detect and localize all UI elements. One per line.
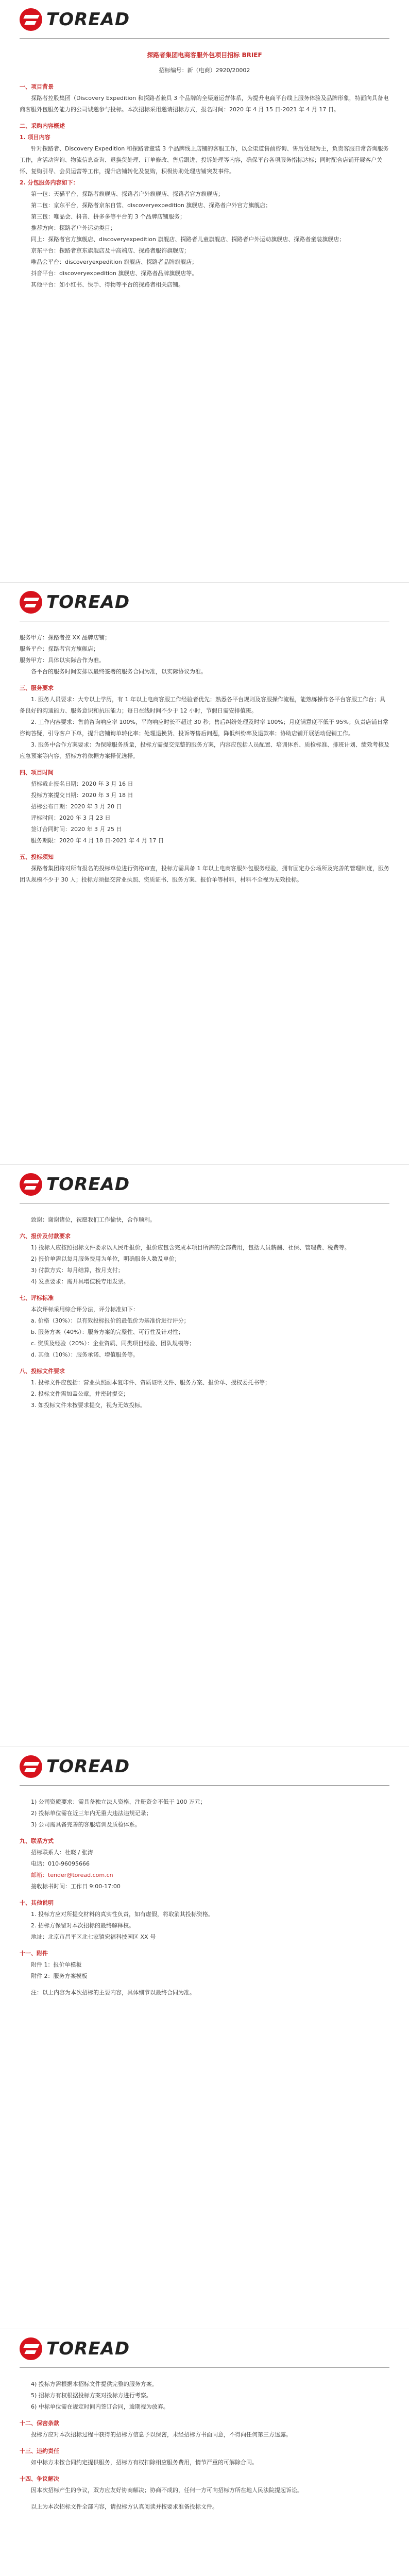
- paragraph: 探路者控股集团（Discovery Expedition 和探路者兼具 3 个品牌的全渠道运营体系，为提升电商平台线上服务体验及品牌形象，特面向具备电商客服外包服务能力的公司诚邀参与投标。本次招标采用邀请招标方式，报名时间：2020 年 4 月 15 日-2021 年 4 月 17 日。: [20, 95, 389, 113]
- brand-name: TOREAD: [46, 1174, 130, 1195]
- timeline-item: 招标截止报名日期：2020 年 3 月 16 日: [31, 781, 133, 787]
- toread-logo-icon: [20, 8, 42, 31]
- page-4: [0, 1747, 409, 2329]
- list-item: d. 其他（10%）：服务承诺、增值服务等。: [31, 1351, 139, 1358]
- timeline-item: 服务期限：2020 年 4 月 18 日-2021 年 4 月 17 日: [31, 837, 164, 844]
- closing-note: 以上为本次招标文件全部内容，请投标方认真阅读并按要求准备投标文件。: [31, 2503, 218, 2510]
- brand-name: TOREAD: [46, 2338, 130, 2359]
- timeline-item: 招标公布日期：2020 年 3 月 20 日: [31, 803, 122, 810]
- page-2: [0, 582, 409, 1164]
- paragraph: 投标方应对本次招标过程中获得的招标方信息予以保密，未经招标方书面同意，不得向任何第三方透露。: [31, 2431, 292, 2438]
- page-4-body: [20, 1797, 389, 1998]
- paragraph: 各平台的服务时间安排以最终签署的服务合同为准，以实际协议为准。: [31, 668, 207, 675]
- page-5: [0, 2329, 409, 2576]
- section-heading: 八、投标文件要求: [20, 1368, 65, 1375]
- header-divider: [20, 1203, 389, 1204]
- brand-name: TOREAD: [46, 1756, 130, 1777]
- brand-header: [20, 8, 130, 31]
- note: 注：以上内容为本次招标的主要内容，具体细节以最终合同为准。: [31, 1989, 195, 1996]
- toread-logo-icon: [20, 1173, 42, 1196]
- paragraph: 如中标方未按合同约定提供服务，招标方有权扣除相应服务费用，情节严重的可解除合同。: [31, 2459, 258, 2466]
- list-item: 3. 如投标文件未按要求提交，视为无效投标。: [31, 1402, 146, 1409]
- list-item: 1) 公司资质要求：需具备独立法人资格，注册资金不低于 100 万元；: [31, 1799, 206, 1805]
- brand-header: [20, 1755, 130, 1778]
- page-1: [0, 0, 409, 582]
- meta-line: 服务平台：探路者官方旗舰店；: [20, 646, 99, 652]
- header-divider: [20, 1785, 389, 1786]
- contact-line: 接收标书时间：工作日 9:00-17:00: [31, 1883, 121, 1890]
- meta-line: 服务甲方：探路者控 XX 品牌店铺；: [20, 634, 111, 641]
- section-heading: 三、服务要求: [20, 685, 54, 691]
- paragraph: 本次评标采用综合评分法，评分标准如下：: [31, 1306, 139, 1313]
- section-heading: 五、投标须知: [20, 854, 54, 860]
- brand-header: [20, 591, 130, 614]
- sub-heading: 1. 项目内容: [20, 134, 50, 141]
- page-3-body: [20, 1214, 389, 1411]
- section-heading: 十、其他说明: [20, 1900, 54, 1906]
- brand-name: TOREAD: [46, 9, 130, 30]
- page-5-body: [20, 2379, 389, 2513]
- toread-logo-icon: [20, 1755, 42, 1778]
- header-divider: [20, 38, 389, 39]
- list-item: 抖音平台：discoveryexpedition 旗舰店、探路者品牌旗舰店等。: [31, 270, 198, 277]
- page-1-body: [20, 49, 389, 291]
- list-item: 3) 付款方式：每月结算，按月支付；: [31, 1267, 124, 1274]
- list-item: a. 价格（30%）：以有效投标报价的最低价为基准价进行评分；: [31, 1317, 190, 1324]
- list-item: 推荐方向：探路者户外运动类目；: [31, 225, 116, 231]
- list-item: 唯品会平台：discoveryexpedition 旗舰店、探路者品牌旗舰店；: [31, 259, 198, 265]
- meta-line: 服务甲方：具体以实际合作为准。: [20, 657, 105, 664]
- section-heading: 十一、附件: [20, 1950, 48, 1957]
- list-item: 3) 公司需具备完善的客服培训及质检体系。: [31, 1821, 141, 1828]
- list-item: 6) 中标单位需在规定时间内签订合同，逾期视为放弃。: [31, 2403, 169, 2410]
- list-item: 2. 投标文件需加盖公章，并密封提交；: [31, 1391, 129, 1397]
- list-item: 2. 招标方保留对本次招标的最终解释权。: [31, 1922, 134, 1929]
- list-item: 第三包：唯品会、抖音、拼多多等平台的 3 个品牌店铺服务；: [31, 213, 185, 220]
- list-item: 第一包：天猫平台，探路者旗舰店、探路者户外旗舰店、探路者官方旗舰店；: [31, 191, 224, 197]
- paragraph: 3. 服务中合作方案要求：为保障服务质量，投标方需提交完整的服务方案，内容应包括人员配置、培训体系、质检标准、排班计划、绩效考核及应急预案等内容，招标方将依据方案择优选择。: [20, 741, 389, 759]
- paragraph: 针对探路者、Discovery Expedition 和探路者童装 3 个品牌线上店铺的客服工作，以全渠道售前咨询、售后处理为主，负责客服日常咨询服务工作，含活动咨询、物流信息查询、退换货处理、订单修改、售后跟进、投诉处理等内容，确保平台各项服务指标达标；同时配合店铺开展客户关怀、复购引导、会员运营等工作，提升店铺转化及复购，积极协助处理店铺突发事件。: [20, 145, 389, 175]
- email-link[interactable]: 邮箱：tender@toread.com.cn: [31, 1872, 113, 1878]
- list-item: 4) 投标方需根据本招标文件提供完整的服务方案。: [31, 2381, 158, 2387]
- list-item: b. 服务方案（40%）：服务方案的完整性、可行性及针对性；: [31, 1329, 184, 1335]
- paragraph: 1. 服务人员要求：大专以上学历，有 1 年以上电商客服工作经验者优先；熟悉各平台规则及客服操作流程，能熟练操作各平台客服工作台；具备良好的沟通能力、服务意识和抗压能力；每日在线时间不少于 12 小时，节假日需安排值班。: [20, 696, 385, 714]
- section-heading: 六、报价及付款要求: [20, 1233, 71, 1240]
- page-2-body: [20, 632, 389, 886]
- list-item: 其他平台：如小红书、快手、得物等平台的探路者相关店铺。: [31, 281, 184, 288]
- list-item: 第二包：京东平台，探路者京东自营、discoveryexpedition 旗舰店、探路者户外官方旗舰店；: [31, 202, 271, 209]
- list-item: 2) 投标单位需在近三年内无重大违法违规记录；: [31, 1810, 152, 1817]
- sub-heading: 2. 分包服务内容如下：: [20, 179, 79, 186]
- list-item: c. 资质及经验（20%）：企业资质、同类项目经验、团队规模等；: [31, 1340, 195, 1347]
- list-item: 4) 发票要求：需开具增值税专用发票。: [31, 1278, 129, 1285]
- timeline-item: 签订合同时间：2020 年 3 月 25 日: [31, 826, 122, 833]
- section-heading: 二、采购内容概述: [20, 123, 65, 129]
- timeline-item: 评标时间：2020 年 3 月 23 日: [31, 815, 111, 821]
- brand-header: [20, 2337, 130, 2360]
- section-heading: 七、评标标准: [20, 1295, 54, 1301]
- section-heading: 十四、争议解决: [20, 2476, 59, 2482]
- list-item: 2) 报价单需以每月服务费用为单位，明确服务人数及单价；: [31, 1256, 180, 1262]
- brand-header: [20, 1173, 130, 1196]
- section-heading: 九、联系方式: [20, 1838, 54, 1844]
- doc-meta: 招标编号：新（电商）2920/20002: [159, 67, 250, 74]
- paragraph: 探路者集团将对所有报名的投标单位进行资格审查，投标方需具备 1 年以上电商客服外包服务经验，拥有固定办公场所及完善的管理制度，服务团队规模不少于 30 人；投标方须提交营业执照、资质证书、服务方案、报价单等材料，材料不全视为无效投标。: [20, 865, 389, 883]
- contact-line: 电话：010-96095666: [31, 1860, 90, 1867]
- list-item: 5) 招标方有权根据投标方案对投标方进行考察。: [31, 2392, 152, 2399]
- header-divider: [20, 2367, 389, 2368]
- page-3: [0, 1164, 409, 1747]
- brand-name: TOREAD: [46, 592, 130, 613]
- doc-title: 探路者集团电商客服外包项目招标 BRIEF: [147, 52, 262, 59]
- address: 地址：北京市昌平区北七家镇宏福科技园区 XX 号: [31, 1934, 156, 1940]
- section-heading: 四、项目时间: [20, 769, 54, 776]
- contact-line: 招标联系人：杜晓 / 张涛: [31, 1849, 93, 1856]
- list-item: 1. 投标文件应包括：营业执照副本复印件、资质证明文件、服务方案、报价单、授权委托书等；: [31, 1379, 270, 1386]
- attachment-item: 附件 1：报价单模板: [31, 1961, 82, 1968]
- section-heading: 十三、违约责任: [20, 2448, 59, 2454]
- toread-logo-icon: [20, 2337, 42, 2360]
- paragraph: 2. 工作内容要求：售前咨询响应率 100%，平均响应时长不超过 30 秒；售后纠纷处理及时率 100%；月度满意度不低于 95%；负责店铺日常咨询答疑，引导客户下单，提升店铺询单转化率；处理退换货、投诉等售后问题，降低纠纷率及退款率；协助店铺开展活动促销工作。: [20, 719, 388, 737]
- attachment-item: 附件 2：服务方案模板: [31, 1973, 88, 1979]
- list-item: 1) 投标人应按照招标文件要求以人民币报价，报价应包含完成本项目所需的全部费用，包括人员薪酬、社保、管理费、税费等。: [31, 1244, 350, 1251]
- section-heading: 十二、保密条款: [20, 2420, 59, 2427]
- timeline-item: 投标方案提交日期：2020 年 3 月 18 日: [31, 792, 133, 799]
- toread-logo-icon: [20, 591, 42, 614]
- paragraph: 致谢：谢谢诸位，祝愿我们工作愉快，合作顺利。: [31, 1216, 156, 1223]
- list-item: 京东平台：探路者京东旗舰店及中高端店、探路者服饰旗舰店；: [31, 247, 190, 254]
- section-heading: 一、项目背景: [20, 83, 54, 90]
- paragraph: 因本次招标产生的争议，双方应友好协商解决；协商不成的，任何一方可向招标方所在地人民法院提起诉讼。: [31, 2487, 303, 2494]
- list-item: 同上：探路者官方旗舰店、discoveryexpedition 旗舰店、探路者儿童旗舰店、探路者户外运动旗舰店、探路者童装旗舰店；: [31, 236, 345, 243]
- list-item: 1. 投标方应对所提交材料的真实性负责，如有虚假，将取消其投标资格。: [31, 1911, 214, 1918]
